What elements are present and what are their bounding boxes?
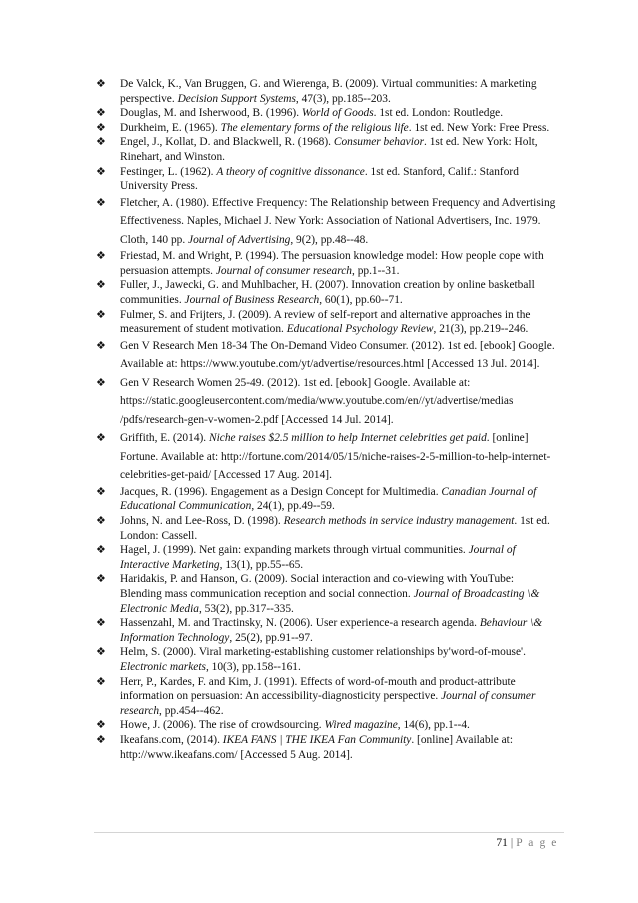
diamond-bullet-icon: ❖ [96,135,106,149]
reference-text: Fuller, J., Jawecki, G. and Muhlbacher, H. (2007). Innovation creation by online basketball communities. [120,279,535,307]
reference-item [96,165,556,194]
diamond-bullet-icon: ❖ [96,431,106,445]
reference-text: , 24(1), pp.49--59. [251,500,335,513]
reference-text: Ikeafans.com, (2014). [120,733,223,746]
reference-text: Gen V Research Men 18-34 The On-Demand Video Consumer. (2012). 1st ed. [ebook] Google. Available at: https://www.youtube.com/yt/advertise/resources.html [Accessed 13 Jul. 2014]. [120,339,555,371]
reference-item [96,106,556,121]
reference-text: Haridakis, P. and Hanson, G. (2009). Social interaction and co-viewing with YouTube: Blending mass communication reception and social connection. [120,573,515,600]
reference-title: Canadian Journal of Educational Communication [120,485,537,513]
reference-item [96,337,556,374]
reference-item [96,572,556,616]
diamond-bullet-icon: ❖ [96,77,106,90]
footer-divider [94,832,564,833]
reference-text: , 13(1), pp.55--65. [219,558,304,571]
diamond-bullet-icon: ❖ [96,645,106,659]
reference-title: The elementary forms of the religious life [220,121,409,134]
reference-title: Consumer behavior [333,136,425,149]
reference-title: Journal of Business Research [184,294,320,307]
reference-text: Fulmer, S. and Frijters, J. (2009). A review of self-report and alternative approaches in the measurement of student motivation. [120,308,531,336]
diamond-bullet-icon: ❖ [96,514,106,527]
reference-text: , 53(2), pp.317--335. [198,602,294,615]
reference-text: Helm, S. (2000). Viral marketing-establishing customer relationships by'word-of-mouse'. [120,646,526,659]
diamond-bullet-icon: ❖ [96,120,106,134]
reference-text: Jacques, R. (1996). Engagement as a Design Concept for Multimedia. [120,485,442,498]
reference-text: Hassenzahl, M. and Tractinsky, N. (2006). User experience-a research agenda. [120,617,480,630]
reference-title: Behaviour \& Information Technology [120,617,543,644]
diamond-bullet-icon: ❖ [96,572,106,586]
reference-list [96,77,556,762]
reference-title: A theory of cognitive dissonance [216,165,365,178]
reference-item [96,135,556,164]
reference-text: Howe, J. (2006). The rise of crowdsourcing. [120,719,325,732]
reference-item [96,429,556,485]
reference-text: , pp.454--462. [159,704,224,717]
diamond-bullet-icon: ❖ [96,249,106,263]
reference-text: . 1st ed. London: Cassell. [120,515,550,542]
reference-item [96,718,556,733]
reference-text: , 21(3), pp.219--246. [433,323,529,336]
diamond-bullet-icon: ❖ [96,732,106,746]
reference-title: Journal of Broadcasting \& Electronic Media [120,587,540,615]
reference-title: Research methods in service industry management [283,515,515,527]
reference-item [96,308,556,337]
reference-title: Educational Psychology Review [286,323,434,336]
reference-title: Journal of Interactive Marketing [120,544,516,571]
page-number: 71 [496,837,508,849]
reference-text: . 1st ed. New York: Free Press. [408,121,550,134]
reference-text: Fletcher, A. (1980). Effective Frequency: The Relationship between Frequency and Advertising Effectiveness. Naples, Michael J. New York: Association of National Advertisers, Inc. 1979. Cloth, 140 pp. [120,196,556,246]
reference-text: . [online] Available at: http://www.ikeafans.com/ [Accessed 5 Aug. 2014]. [120,733,513,761]
reference-item [96,194,556,250]
reference-text: . 1st ed. Stanford, Calif.: Stanford University Press. [120,165,519,193]
reference-text: Engel, J., Kollat, D. and Blackwell, R. (1968). [120,136,334,149]
reference-title: Journal of consumer research [120,690,536,717]
reference-text: . [online] Fortune. Available at: http://fortune.com/2014/05/15/niche-raises-2-5-million-to-help-internet-celebrities-get-paid/ [Accessed 17 Aug. 2014]. [120,432,551,482]
reference-item [96,121,556,136]
reference-text: . 1st ed. London: Routledge. [373,107,504,120]
reference-item [96,514,556,543]
reference-title: Niche raises $2.5 million to help Internet celebrities get paid [209,432,487,445]
reference-text: Johns, N. and Lee-Ross, D. (1998). [120,515,284,527]
reference-item [96,485,556,514]
reference-text: Hagel, J. (1999). Net gain: expanding markets through virtual communities. [120,544,469,557]
reference-item [96,675,556,719]
diamond-bullet-icon: ❖ [96,674,106,688]
reference-title: Journal of consumer research [215,264,352,277]
reference-title: Wired magazine [324,719,398,732]
reference-text: Herr, P., Kardes, F. and Kim, J. (1991). Effects of word-of-mouth and product-attribute information on persuasion: An accessibility-diagnosticity perspective. [120,675,516,703]
reference-title: Decision Support Systems [177,92,296,105]
reference-text: , pp.1--31. [352,264,400,277]
diamond-bullet-icon: ❖ [96,543,106,557]
reference-text: Durkheim, E. (1965). [120,121,221,134]
reference-text: Friestad, M. and Wright, P. (1994). The persuasion knowledge model: How people cope with persuasion attempts. [120,250,544,277]
diamond-bullet-icon: ❖ [96,106,106,120]
reference-item [96,374,556,430]
reference-text: Griffith, E. (2014). [120,432,210,445]
diamond-bullet-icon: ❖ [96,484,106,498]
footer-separator: | [510,837,514,849]
reference-text: , 10(3), pp.158--161. [205,660,301,673]
reference-text: , 14(6), pp.1--4. [397,719,470,732]
diamond-bullet-icon: ❖ [96,195,106,209]
reference-item [96,77,556,106]
reference-title: Electronic markets [120,660,206,673]
reference-item [96,645,556,674]
reference-text: Gen V Research Women 25-49. (2012). 1st ed. [ebook] Google. Available at: https://static.googleusercontent.com/media/www.youtube.com/en//yt/advertise/medias /pdfs/research-gen-v-women-2.pdf [Accessed 14 Jul. 2014]. [120,376,514,426]
diamond-bullet-icon: ❖ [96,278,106,292]
reference-text: , 47(3), pp.185--203. [295,92,391,105]
reference-text: Festinger, L. (1962). [120,165,217,178]
reference-title: IKEA FANS | THE IKEA Fan Community [222,733,412,746]
diamond-bullet-icon: ❖ [96,718,106,732]
reference-title: Journal of Advertising [188,233,291,246]
reference-item [96,543,556,572]
reference-item [96,249,556,278]
page-footer [496,837,558,849]
diamond-bullet-icon: ❖ [96,616,106,630]
diamond-bullet-icon: ❖ [96,375,106,389]
reference-text: De Valck, K., Van Bruggen, G. and Wierenga, B. (2009). Virtual communities: A marketing perspective. [120,78,537,105]
reference-text: . 1st ed. New York: Holt, Rinehart, and Winston. [120,136,538,163]
page-label: P a g e [516,837,558,849]
reference-text: , 60(1), pp.60--71. [319,294,403,307]
reference-text: Douglas, M. and Isherwood, B. (1996). [120,107,302,120]
reference-item [96,278,556,307]
reference-item [96,616,556,645]
diamond-bullet-icon: ❖ [96,164,106,178]
diamond-bullet-icon: ❖ [96,338,106,352]
reference-text: , 9(2), pp.48--48. [290,233,369,246]
reference-text: , 25(2), pp.91--97. [229,631,313,644]
reference-title: World of Goods [301,107,374,120]
reference-item [96,733,556,762]
diamond-bullet-icon: ❖ [96,307,106,321]
